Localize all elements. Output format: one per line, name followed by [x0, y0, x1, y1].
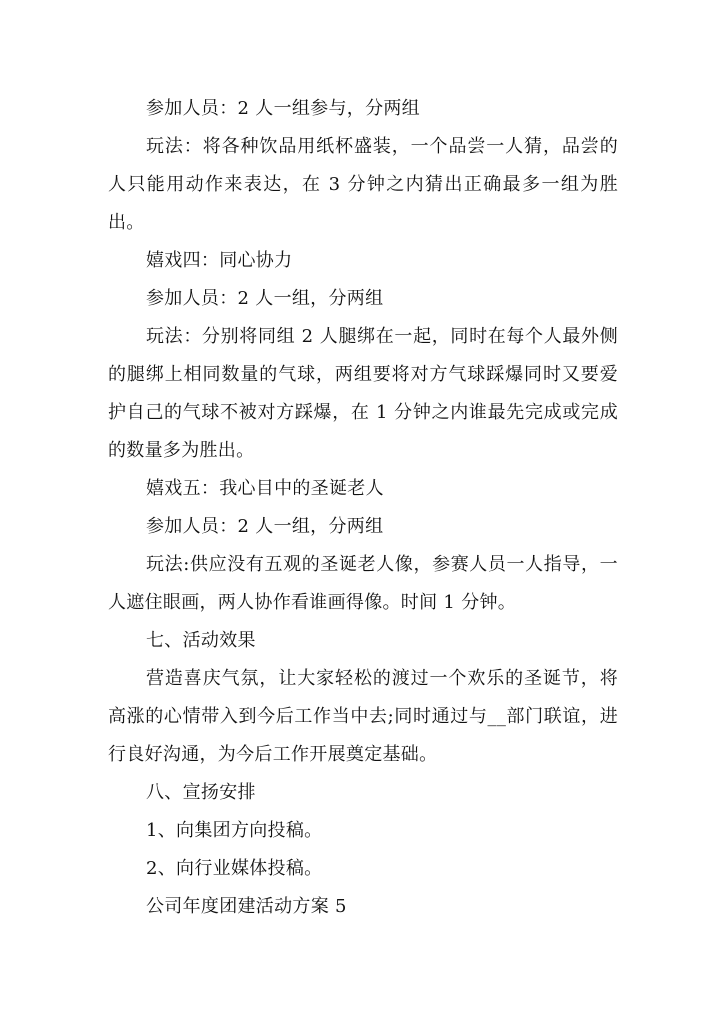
section-heading-publicity: 八、宣扬安排	[146, 782, 256, 803]
participants-line-game4: 参加人员：2 人一组，分两组	[146, 288, 384, 309]
participants-line-game3: 参加人员：2 人一组参与，分两组	[146, 98, 420, 119]
plan-title-5: 公司年度团建活动方案 5	[146, 896, 347, 917]
rules-paragraph-game5: 玩法:供应没有五观的圣诞老人像，参赛人员一人指导，一人遮住眼画，两人协作看谁画得像。时间 1 分钟。	[108, 554, 618, 613]
rules-paragraph-game3: 玩法：将各种饮品用纸杯盛装，一个品尝一人猜，品尝的人只能用动作来表达，在 3 分钟之内猜出正确最多一组为胜出。	[108, 136, 618, 233]
publicity-item-1: 1、向集团方向投稿。	[146, 820, 323, 841]
section-heading-effects: 七、活动效果	[146, 630, 256, 651]
game-heading-4: 嬉戏四：同心协力	[146, 250, 293, 271]
publicity-item-2: 2、向行业媒体投稿。	[146, 858, 323, 879]
effects-paragraph: 营造喜庆气氛，让大家轻松的渡过一个欢乐的圣诞节，将高涨的心情带入到今后工作当中去;同时通过与__部门联谊，进行良好沟通，为今后工作开展奠定基础。	[108, 668, 618, 765]
game-heading-5: 嬉戏五：我心目中的圣诞老人	[146, 478, 384, 499]
rules-paragraph-game4: 玩法：分别将同组 2 人腿绑在一起，同时在每个人最外侧的腿绑上相同数量的气球，两组要将对方气球踩爆同时又要爱护自己的气球不被对方踩爆，在 1 分钟之内谁最先完成或完成的数量多为胜出。	[108, 326, 618, 461]
participants-line-game5: 参加人员：2 人一组，分两组	[146, 516, 384, 537]
document-page	[108, 90, 618, 926]
